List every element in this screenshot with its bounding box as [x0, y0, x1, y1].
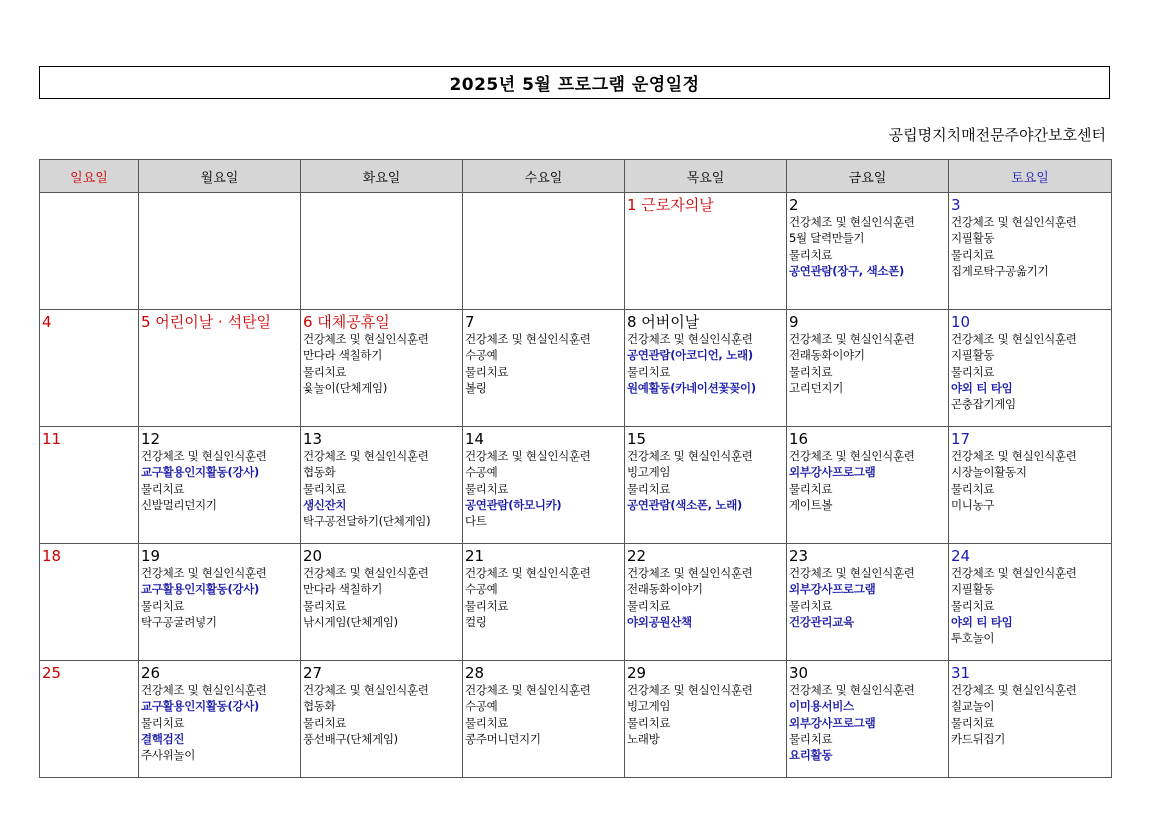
event-item: 건강체조 및 현실인식훈련: [141, 683, 267, 697]
day-cell: [463, 544, 625, 661]
event-item: 물리치료: [465, 715, 509, 730]
organization-name: 공립명지치매전문주야간보호센터: [888, 126, 1106, 144]
event-item: 전래동화이야기: [627, 582, 703, 597]
event-item: 집게로탁구공옮기기: [951, 263, 1049, 278]
day-number: 7: [465, 313, 475, 331]
day-cell: [787, 193, 949, 310]
day-cell: [625, 544, 787, 661]
day-cell: [40, 544, 139, 661]
event-item: 건강체조 및 현실인식훈련: [951, 332, 1077, 346]
week-row: [40, 427, 1112, 544]
event-item: 건강체조 및 현실인식훈련: [627, 449, 753, 463]
event-item: 건강체조 및 현실인식훈련: [789, 332, 915, 346]
day-number: 1 근로자의날: [627, 196, 714, 214]
day-cell: [949, 427, 1112, 544]
event-highlight: 외부강사프로그램: [789, 582, 876, 597]
event-item: 시장놀이활동지: [951, 465, 1027, 480]
event-item: 미니농구: [951, 497, 995, 512]
day-cell: [625, 193, 787, 310]
weekday-header-row: [40, 160, 1112, 193]
event-item: 주사위놀이: [141, 748, 196, 763]
day-number: 4: [42, 313, 52, 331]
day-number: 26: [141, 664, 161, 682]
event-item: 만다라 색칠하기: [303, 582, 383, 597]
event-item: 물리치료: [465, 481, 509, 496]
day-number: 10: [951, 313, 971, 331]
event-highlight: 야외공원산책: [627, 614, 692, 629]
event-item: 건강체조 및 현실인식훈련: [465, 332, 591, 346]
day-cell: [40, 310, 139, 427]
event-item: 건강체조 및 현실인식훈련: [465, 449, 591, 463]
week-row: [40, 661, 1112, 778]
day-cell: [301, 544, 463, 661]
week-row: [40, 193, 1112, 310]
event-item: 빙고게임: [627, 465, 671, 480]
event-highlight: 건강관리교육: [789, 614, 854, 629]
day-cell: [787, 310, 949, 427]
event-item: 물리치료: [303, 364, 347, 379]
event-highlight: 공연관람(장구, 색소폰): [789, 263, 904, 278]
day-cell: [787, 544, 949, 661]
event-item: 수공예: [465, 699, 498, 714]
event-item: 콩주머니던지기: [465, 731, 541, 746]
day-number: 18: [42, 547, 62, 565]
event-item: 탁구공굴려넣기: [141, 614, 217, 629]
day-cell: [301, 193, 463, 310]
event-item: 물리치료: [303, 481, 347, 496]
day-number: 23: [789, 547, 809, 565]
event-item: 윷놀이(단체게임): [303, 380, 388, 395]
day-cell: [463, 661, 625, 778]
day-number: 14: [465, 430, 485, 448]
day-cell: [463, 310, 625, 427]
weekday-header-wed: 수요일: [463, 160, 625, 193]
day-cell: [463, 193, 625, 310]
weekday-header-fri: 금요일: [787, 160, 949, 193]
event-item: 곤충잡기게임: [951, 397, 1016, 412]
day-number: 28: [465, 664, 485, 682]
event-highlight: 공연관람(아코디언, 노래): [627, 348, 753, 363]
day-number: 8 어버이날: [627, 313, 700, 331]
event-highlight: 야외 티 타임: [951, 614, 1013, 629]
day-number: 19: [141, 547, 161, 565]
event-item: 물리치료: [141, 598, 185, 613]
weekday-header-mon: 월요일: [139, 160, 301, 193]
event-item: 물리치료: [627, 481, 671, 496]
event-item: 건강체조 및 현실인식훈련: [303, 449, 429, 463]
event-item: 물리치료: [141, 481, 185, 496]
event-highlight: 이미용서비스: [789, 699, 854, 714]
event-item: 물리치료: [951, 715, 995, 730]
day-cell: [139, 193, 301, 310]
day-cell: [40, 193, 139, 310]
day-cell: [949, 310, 1112, 427]
day-number: 22: [627, 547, 647, 565]
day-number: 5 어린이날 · 석탄일: [141, 313, 272, 331]
event-item: 건강체조 및 현실인식훈련: [627, 332, 753, 346]
day-cell: [787, 661, 949, 778]
event-item: 물리치료: [465, 598, 509, 613]
event-item: 볼링: [465, 380, 487, 395]
day-number: 31: [951, 664, 971, 682]
event-highlight: 교구활용인지활동(강사): [141, 699, 260, 714]
event-item: 카드뒤집기: [951, 731, 1006, 746]
day-cell: [787, 427, 949, 544]
day-number: 24: [951, 547, 971, 565]
event-item: 건강체조 및 현실인식훈련: [627, 683, 753, 697]
day-cell: [625, 427, 787, 544]
event-item: 건강체조 및 현실인식훈련: [141, 449, 267, 463]
event-highlight: 생신잔치: [303, 497, 347, 512]
week-row: [40, 310, 1112, 427]
event-item: 물리치료: [789, 481, 833, 496]
event-item: 고리던지기: [789, 380, 844, 395]
event-item: 수공예: [465, 465, 498, 480]
day-number: 2: [789, 196, 799, 214]
event-item: 물리치료: [789, 598, 833, 613]
week-row: [40, 544, 1112, 661]
event-item: 낚시게임(단체게임): [303, 614, 398, 629]
event-item: 건강체조 및 현실인식훈련: [951, 215, 1077, 229]
day-cell: [40, 661, 139, 778]
event-item: 물리치료: [951, 598, 995, 613]
event-item: 건강체조 및 현실인식훈련: [303, 332, 429, 346]
event-item: 물리치료: [789, 247, 833, 262]
event-item: 물리치료: [627, 715, 671, 730]
event-item: 건강체조 및 현실인식훈련: [789, 215, 915, 229]
event-item: 물리치료: [303, 598, 347, 613]
event-item: 지필활동: [951, 231, 995, 246]
event-item: 물리치료: [465, 364, 509, 379]
day-cell: [139, 544, 301, 661]
event-item: 건강체조 및 현실인식훈련: [141, 566, 267, 580]
event-highlight: 공연관람(색소폰, 노래): [627, 497, 742, 512]
event-item: 물리치료: [789, 364, 833, 379]
day-number: 11: [42, 430, 62, 448]
calendar-body: [40, 193, 1112, 778]
day-number: 21: [465, 547, 485, 565]
day-cell: [301, 310, 463, 427]
event-item: 협동화: [303, 699, 336, 714]
day-number: 12: [141, 430, 161, 448]
event-item: 수공예: [465, 348, 498, 363]
event-item: 건강체조 및 현실인식훈련: [465, 683, 591, 697]
day-number: 30: [789, 664, 809, 682]
event-item: 건강체조 및 현실인식훈련: [789, 449, 915, 463]
day-number: 25: [42, 664, 62, 682]
day-cell: [139, 661, 301, 778]
day-cell: [625, 310, 787, 427]
day-number: 13: [303, 430, 323, 448]
event-item: 지필활동: [951, 348, 995, 363]
event-highlight: 외부강사프로그램: [789, 715, 876, 730]
event-highlight: 외부강사프로그램: [789, 465, 876, 480]
event-item: 5월 달력만들기: [789, 231, 865, 246]
day-cell: [625, 661, 787, 778]
event-item: 노래방: [627, 731, 660, 746]
event-item: 물리치료: [303, 715, 347, 730]
event-highlight: 원예활동(카네이션꽃꽂이): [627, 380, 756, 395]
day-cell: [40, 427, 139, 544]
event-item: 다트: [465, 514, 487, 529]
event-item: 건강체조 및 현실인식훈련: [303, 683, 429, 697]
day-number: 15: [627, 430, 647, 448]
event-item: 수공예: [465, 582, 498, 597]
weekday-header-sat: 토요일: [949, 160, 1112, 193]
event-item: 건강체조 및 현실인식훈련: [951, 449, 1077, 463]
event-item: 만다라 색칠하기: [303, 348, 383, 363]
event-highlight: 결핵검진: [141, 731, 185, 746]
event-item: 건강체조 및 현실인식훈련: [303, 566, 429, 580]
event-item: 게이트볼: [789, 497, 833, 512]
day-number: 20: [303, 547, 323, 565]
event-highlight: 교구활용인지활동(강사): [141, 582, 260, 597]
day-cell: [949, 661, 1112, 778]
event-item: 풍선배구(단체게임): [303, 731, 398, 746]
event-item: 건강체조 및 현실인식훈련: [951, 566, 1077, 580]
event-item: 물리치료: [627, 598, 671, 613]
day-number: 9: [789, 313, 799, 331]
event-item: 물리치료: [627, 364, 671, 379]
day-number: 3: [951, 196, 961, 214]
event-item: 물리치료: [789, 731, 833, 746]
event-item: 건강체조 및 현실인식훈련: [951, 683, 1077, 697]
day-cell: [301, 661, 463, 778]
event-highlight: 야외 티 타임: [951, 380, 1013, 395]
event-item: 협동화: [303, 465, 336, 480]
day-cell: [949, 544, 1112, 661]
event-item: 칠교놀이: [951, 699, 995, 714]
day-cell: [463, 427, 625, 544]
event-item: 물리치료: [141, 715, 185, 730]
event-item: 물리치료: [951, 481, 995, 496]
event-item: 빙고게임: [627, 699, 671, 714]
page-title-box: [39, 66, 1110, 99]
day-cell: [301, 427, 463, 544]
day-cell: [949, 193, 1112, 310]
event-item: 물리치료: [951, 247, 995, 262]
day-cell: [139, 310, 301, 427]
day-number: 6 대체공휴일: [303, 313, 390, 331]
weekday-header-sun: 일요일: [40, 160, 139, 193]
event-highlight: 공연관람(하모니카): [465, 497, 562, 512]
event-item: 투호놀이: [951, 631, 995, 646]
event-item: 건강체조 및 현실인식훈련: [789, 566, 915, 580]
weekday-header-thu: 목요일: [625, 160, 787, 193]
day-number: 27: [303, 664, 323, 682]
event-item: 지필활동: [951, 582, 995, 597]
event-item: 건강체조 및 현실인식훈련: [465, 566, 591, 580]
day-number: 17: [951, 430, 971, 448]
event-item: 탁구공전달하기(단체게임): [303, 514, 431, 529]
event-highlight: 요리활동: [789, 748, 833, 763]
event-item: 전래동화이야기: [789, 348, 865, 363]
event-highlight: 교구활용인지활동(강사): [141, 465, 260, 480]
event-item: 신발멀리던지기: [141, 497, 217, 512]
event-item: 건강체조 및 현실인식훈련: [789, 683, 915, 697]
calendar-table: [39, 159, 1112, 778]
day-number: 29: [627, 664, 647, 682]
day-cell: [139, 427, 301, 544]
event-item: 건강체조 및 현실인식훈련: [627, 566, 753, 580]
weekday-header-tue: 화요일: [301, 160, 463, 193]
event-item: 물리치료: [951, 364, 995, 379]
page-title: 2025년 5월 프로그램 운영일정: [449, 75, 700, 95]
day-number: 16: [789, 430, 809, 448]
event-item: 컬링: [465, 614, 487, 629]
